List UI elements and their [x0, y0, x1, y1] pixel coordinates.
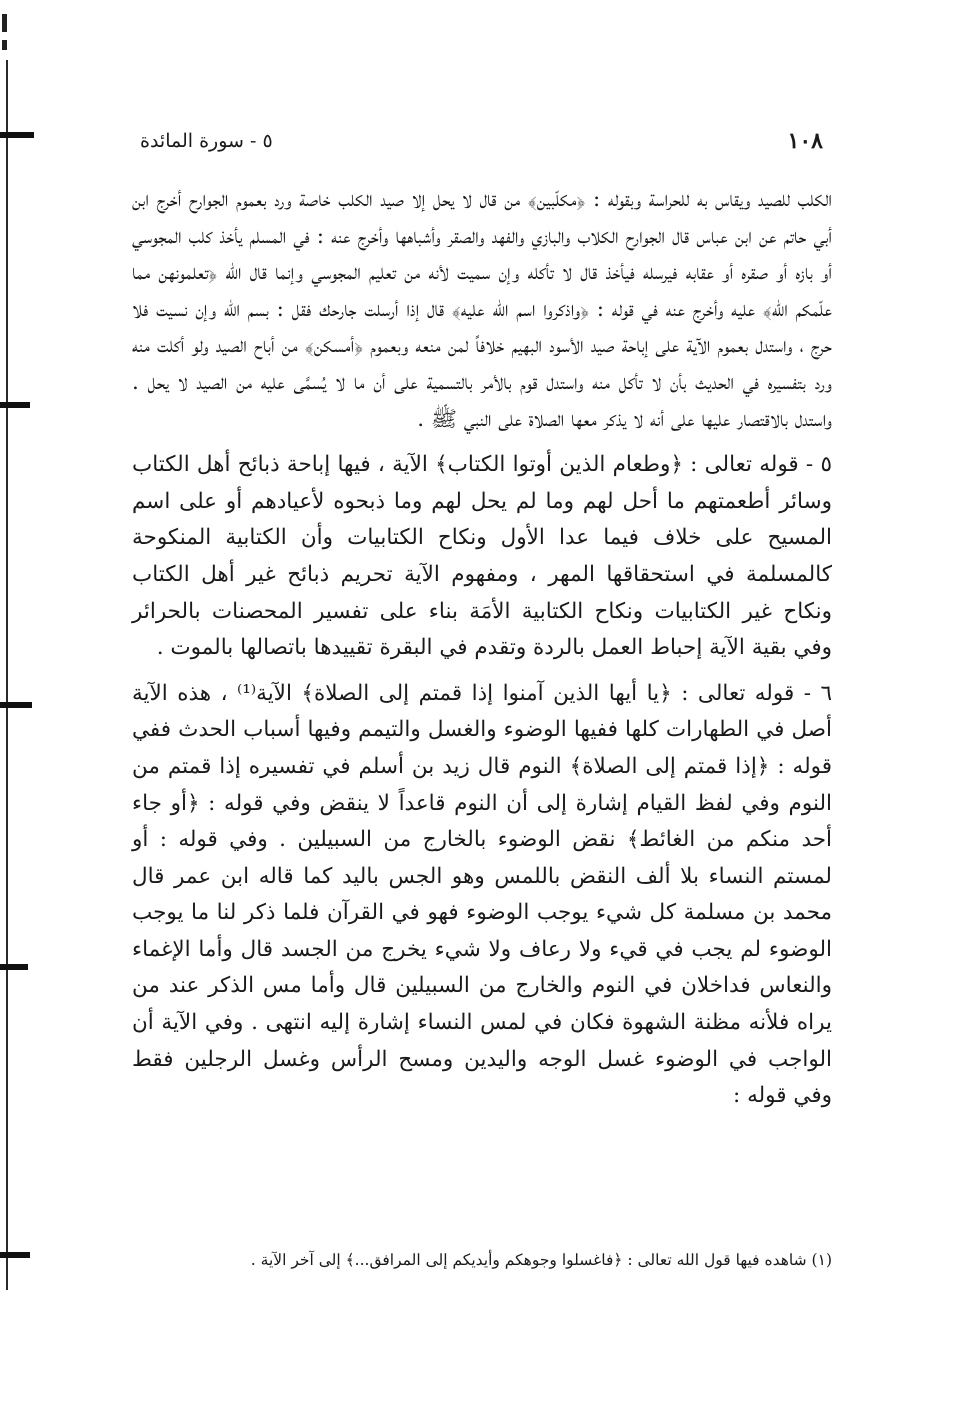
- body-text: [132, 182, 832, 1115]
- scan-edge-tick: [0, 964, 28, 970]
- scan-edge-mark: [2, 40, 7, 50]
- scan-edge-tick: [0, 702, 32, 708]
- scan-edge-tick: [0, 132, 34, 138]
- page-number: ١٠٨: [787, 128, 823, 154]
- footnote: (١) شاهده فيها قول الله تعالى : ﴿فاغسلوا وجوهكم وأيديكم إلى المرافق...﴾ إلى آخر الآية .: [250, 1251, 832, 1269]
- scan-edge-line: [6, 60, 8, 1290]
- scan-edge-tick: [0, 402, 30, 408]
- scan-edge-tick: [0, 1252, 30, 1258]
- surah-title: ٥ - سورة المائدة: [140, 130, 273, 152]
- paragraph: ٦ - قوله تعالى : ﴿يا أيها الذين آمنوا إذا قمتم إلى الصلاة﴾ الآية⁽¹⁾ ، هذه الآية أصل في الطهارات كلها ففيها الوضوء والغسل والتيمم وفيها أسباب الحدث ففي قوله : ﴿إذا قمتم إلى الصلاة﴾ النوم قال زيد بن أسلم في تفسيره إذا قمتم من النوم وفي لفظ القيام إشارة إلى أن النوم قاعداً لا ينقض وفي قوله : ﴿أو جاء أحد منكم من الغائط﴾ نقض الوضوء بالخارج من السبيلين . وفي قوله : أو لمستم النساء بلا ألف النقض باللمس وهو الجس باليد كما قاله ابن عمر قال محمد بن مسلمة كل شيء يوجب الوضوء فهو في القرآن فلما ذكر لنا ما يوجب الوضوء لم يجب في قيء ولا رعاف ولا شيء يخرج من الجسد قال وأما الإغماء والنعاس فداخلان في النوم والخارج من السبيلين قال وأما مس الذكر عند من يراه فلأنه مظنة الشهوة فكان في لمس النساء إشارة إليه انتهى . وفي الآية أن الواجب في الوضوء غسل الوجه واليدين ومسح الرأس وغسل الرجلين فقط وفي قوله :: [132, 680, 832, 1109]
- page-header: [140, 128, 823, 160]
- paragraph: ٥ - قوله تعالى : ﴿وطعام الذين أوتوا الكتاب﴾ الآية ، فيها إباحة ذبائح أهل الكتاب وسائر أطعمتهم ما أحل لهم وما لم يحل لهم وما ذبحوه لأعيادهم أو على اسم المسيح على خلاف فيما عدا الأول ونكاح الكتابيات وأن الكتابية المنكوحة كالمسلمة في استحقاقها المهر ، ومفهوم الآية تحريم ذبائح غير أهل الكتاب ونكاح غير الكتابيات ونكاح الكتابية الأمَة بناء على تفسير المحصنات بالحرائر وفي بقية الآية إحباط العمل بالردة وتقدم في البقرة تقييدها باتصالها بالموت .: [132, 452, 832, 661]
- scan-edge-mark: [2, 14, 7, 32]
- paragraph: الكلب للصيد ويقاس به للحراسة وبقوله : ﴿مكلّبين﴾ من قال لا يحل إلا صيد الكلب خاصة ورد بعموم الجوارح أخرج ابن أبي حاتم عن ابن عباس قال الجوارح الكلاب والبازي والفهد والصقر وأشباهها وأخرج عنه : في المسلم يأخذ كلب المجوسي أو بازه أو صقره أو عقابه فيرسله فيأخذ قال لا تأكله وإن سميت لأنه من تعليم المجوسي وإنما قال الله ﴿تعلمونهن مما علّمكم الله﴾ عليه وأخرج عنه في قوله : ﴿واذكروا اسم الله عليه﴾ قال إذا أرسلت جارحك فقل : بسم الله وإن نسيت فلا حرج ، واستدل بعموم الآية على إباحة صيد الأسود البهيم خلافاً لمن منعه وبعموم ﴿أمسكن﴾ من أباح الصيد ولو أكلت منه ورد بتفسيره في الحديث بأن لا تأكل منه واستدل قوم بالأمر بالتسمية على أن ما لا يُسمَّى عليه من الصيد لا يحل . واستدل بالاقتصار عليها على أنه لا يذكر معها الصلاة على النبي ﷺ .: [132, 187, 832, 432]
